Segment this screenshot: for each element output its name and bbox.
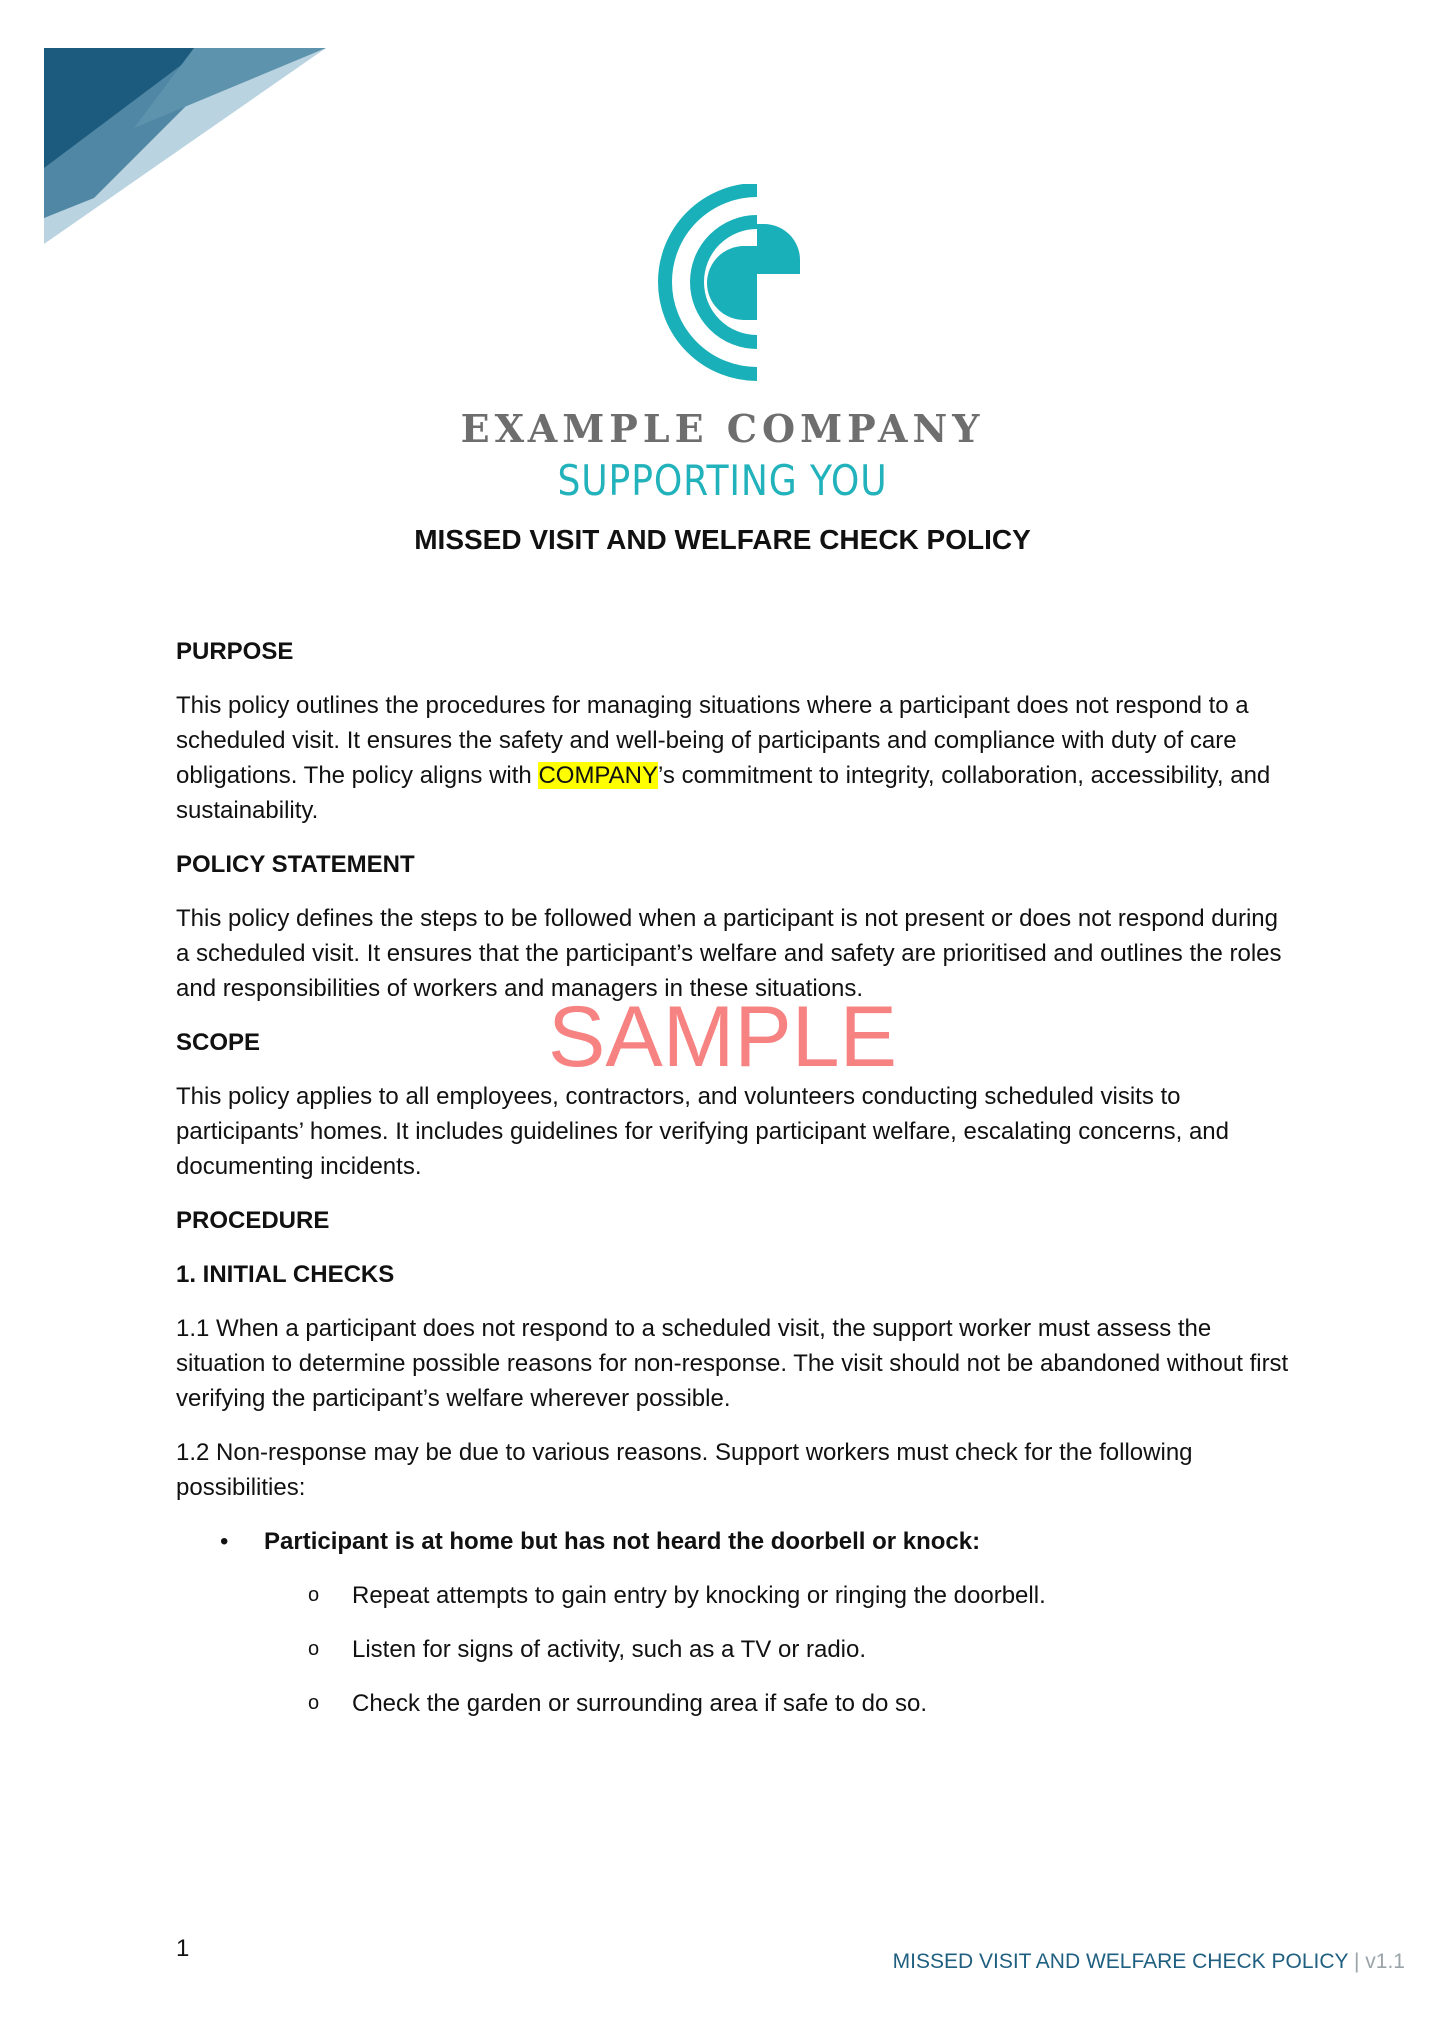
list-item [220, 1524, 1296, 1721]
footer-document-name: MISSED VISIT AND WELFARE CHECK POLICY [892, 1950, 1349, 1973]
scope-heading: SCOPE [176, 1029, 261, 1056]
sub-item-text: Check the garden or surrounding area if safe to do so. [352, 1690, 928, 1717]
policy-statement-text: This policy defines the steps to be followed when a participant is not present or does not respond during a scheduled visit. It ensures that the participant’s welfare and safety are prioritised and outlines the roles and responsibilities of workers and managers in these situations. [176, 905, 1282, 1002]
document-title: MISSED VISIT AND WELFARE CHECK POLICY [414, 524, 1031, 555]
circle-bullet-icon: o [308, 1692, 320, 1714]
company-tagline: SUPPORTING YOU [557, 456, 888, 505]
initial-checks-heading: 1. INITIAL CHECKS [176, 1261, 395, 1288]
paragraph-1-2: 1.2 Non-response may be due to various reasons. Support workers must check for the following possibilities: [176, 1439, 1193, 1501]
document-body [176, 634, 1296, 1740]
sub-list [264, 1578, 1296, 1721]
footer-version: v1.1 [1365, 1950, 1405, 1973]
purpose-text [176, 688, 1296, 828]
bullet-icon: • [220, 1528, 229, 1555]
sub-item-text: Listen for signs of activity, such as a TV or radio. [352, 1636, 867, 1663]
purpose-text-end: ’s commitment to integrity, collaboration, accessibility, and sustainability. [176, 762, 1271, 824]
policy-statement-heading: POLICY STATEMENT [176, 851, 415, 878]
circle-bullet-icon: o [308, 1584, 320, 1606]
page-footer [893, 1950, 1405, 1974]
paragraph-1-1: 1.1 When a participant does not respond to a scheduled visit, the support worker must assess the situation to determine possible reasons for non-response. The visit should not be abandoned without first verifying the participant’s welfare wherever possible. [176, 1315, 1289, 1412]
scope-text: This policy applies to all employees, contractors, and volunteers conducting scheduled visits to participants’ homes. It includes guidelines for verifying participant welfare, escalating concerns, and documenting incidents. [176, 1083, 1229, 1180]
circle-bullet-icon: o [308, 1638, 320, 1660]
procedure-heading: PROCEDURE [176, 1207, 330, 1234]
sample-watermark: SAMPLE [548, 989, 897, 1085]
company-placeholder-highlight: COMPANY [538, 762, 659, 789]
page-number: 1 [176, 1935, 190, 1962]
sub-item-text: Repeat attempts to gain entry by knocking or ringing the doorbell. [352, 1582, 1046, 1609]
company-logo-icon [640, 184, 820, 384]
company-name: EXAMPLE COMPANY [460, 406, 985, 451]
purpose-heading: PURPOSE [176, 638, 294, 665]
bullet-list [176, 1524, 1296, 1721]
bullet-heading: Participant is at home but has not heard the doorbell or knock: [264, 1528, 981, 1555]
corner-decoration [44, 48, 326, 244]
purpose-text-start: This policy outlines the procedures for managing situations where a participant does not respond to a scheduled visit. It ensures the safety and well-being of participants and compliance with duty of care obligations. The policy aligns with [176, 692, 1249, 789]
footer-separator: | [1353, 1950, 1360, 1973]
sub-list-item [308, 1632, 1296, 1667]
sub-list-item [308, 1578, 1296, 1613]
sub-list-item [308, 1686, 1296, 1721]
